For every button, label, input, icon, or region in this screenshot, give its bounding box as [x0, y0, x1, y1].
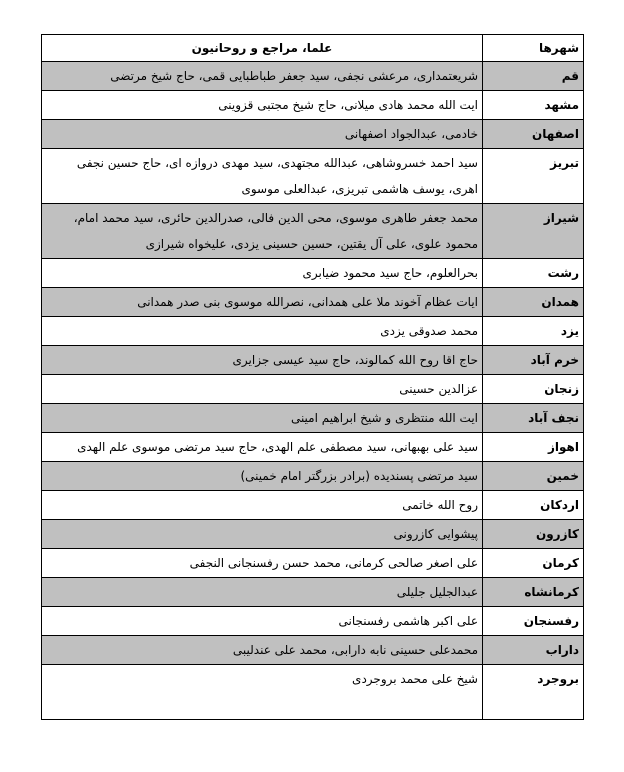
scholars-table: [41, 34, 584, 720]
table-row: [42, 62, 584, 91]
city-cell: همدان: [483, 288, 584, 317]
table-body: [42, 62, 584, 720]
scholars-cell: پیشوایی کازرونی: [42, 520, 483, 549]
scholars-cell: عزالدین حسینی: [42, 375, 483, 404]
scholars-cell: سید احمد خسروشاهی، عبدالله مجتهدی، سید مهدی دروازه ای، حاج حسین نجفی اهری، یوسف هاشمی تبریزی، عبدالعلی موسوی: [42, 149, 483, 204]
table-row: [42, 607, 584, 636]
table-row: [42, 636, 584, 665]
city-cell: کرمان: [483, 549, 584, 578]
scholars-cell: بحرالعلوم، حاج سید محمود ضیابری: [42, 259, 483, 288]
city-cell: بروجرد: [483, 665, 584, 720]
scholars-cell: ایات عظام آخوند ملا علی همدانی، نصرالله موسوی بنی صدر همدانی: [42, 288, 483, 317]
table-row: [42, 520, 584, 549]
city-cell: خمین: [483, 462, 584, 491]
table-row: [42, 665, 584, 720]
city-cell: شیراز: [483, 204, 584, 259]
table-row: [42, 204, 584, 259]
scholars-cell: عبدالجلیل جلیلی: [42, 578, 483, 607]
city-cell: کرمانشاه: [483, 578, 584, 607]
scholars-cell: روح الله خاتمی: [42, 491, 483, 520]
table-row: [42, 317, 584, 346]
scholars-cell: شیخ علی محمد بروجردی: [42, 665, 483, 720]
city-cell: رشت: [483, 259, 584, 288]
table-row: [42, 375, 584, 404]
scholars-cell: علی اصغر صالحی کرمانی، محمد حسن رفسنجانی النجفی: [42, 549, 483, 578]
city-cell: قم: [483, 62, 584, 91]
city-cell: تبریز: [483, 149, 584, 204]
scholars-cell: ایت الله منتظری و شیخ ابراهیم امینی: [42, 404, 483, 433]
city-cell: داراب: [483, 636, 584, 665]
table-row: [42, 120, 584, 149]
scholars-cell: خادمی، عبدالجواد اصفهانی: [42, 120, 483, 149]
scholars-cell: محمد جعفر طاهری موسوی، محی الدین فالی، صدرالدین حائری، سید محمد امام، محمود علوی، علی آل یقتین، حسین حسینی یزدی، علیخواه شیرازی: [42, 204, 483, 259]
scholars-cell: سید علی بهبهانی، سید مصطفی علم الهدی، حاج سید مرتضی موسوی علم الهدی: [42, 433, 483, 462]
city-cell: زنجان: [483, 375, 584, 404]
city-cell: اصفهان: [483, 120, 584, 149]
table-row: [42, 404, 584, 433]
city-cell: اهواز: [483, 433, 584, 462]
table-row: [42, 549, 584, 578]
city-cell: کازرون: [483, 520, 584, 549]
scholars-cell: ایت الله محمد هادی میلانی، حاج شیخ مجتبی قزوینی: [42, 91, 483, 120]
table-row: [42, 149, 584, 204]
table-header-row: [42, 35, 584, 62]
table-row: [42, 288, 584, 317]
header-scholars: علما، مراجع و روحانیون: [42, 35, 483, 62]
city-cell: خرم آباد: [483, 346, 584, 375]
scholars-cell: محمدعلی حسینی نابه دارابی، محمد علی عندلیبی: [42, 636, 483, 665]
scholars-cell: حاج اقا روح الله کمالوند، حاج سید عیسی جزایری: [42, 346, 483, 375]
scholars-cell: علی اکبر هاشمی رفسنجانی: [42, 607, 483, 636]
table-row: [42, 259, 584, 288]
city-cell: نجف آباد: [483, 404, 584, 433]
city-cell: مشهد: [483, 91, 584, 120]
table-row: [42, 433, 584, 462]
city-cell: اردکان: [483, 491, 584, 520]
table-row: [42, 346, 584, 375]
scholars-cell: سید مرتضی پسندیده (برادر بزرگتر امام خمینی): [42, 462, 483, 491]
scholars-cell: شریعتمداری، مرعشی نجفی، سید جعفر طباطبایی قمی، حاج شیخ مرتضی: [42, 62, 483, 91]
table-row: [42, 491, 584, 520]
scholars-cell: محمد صدوقی یزدی: [42, 317, 483, 346]
city-cell: رفسنجان: [483, 607, 584, 636]
table-row: [42, 462, 584, 491]
table-row: [42, 578, 584, 607]
header-cities: شهرها: [483, 35, 584, 62]
table-row: [42, 91, 584, 120]
city-cell: یزد: [483, 317, 584, 346]
